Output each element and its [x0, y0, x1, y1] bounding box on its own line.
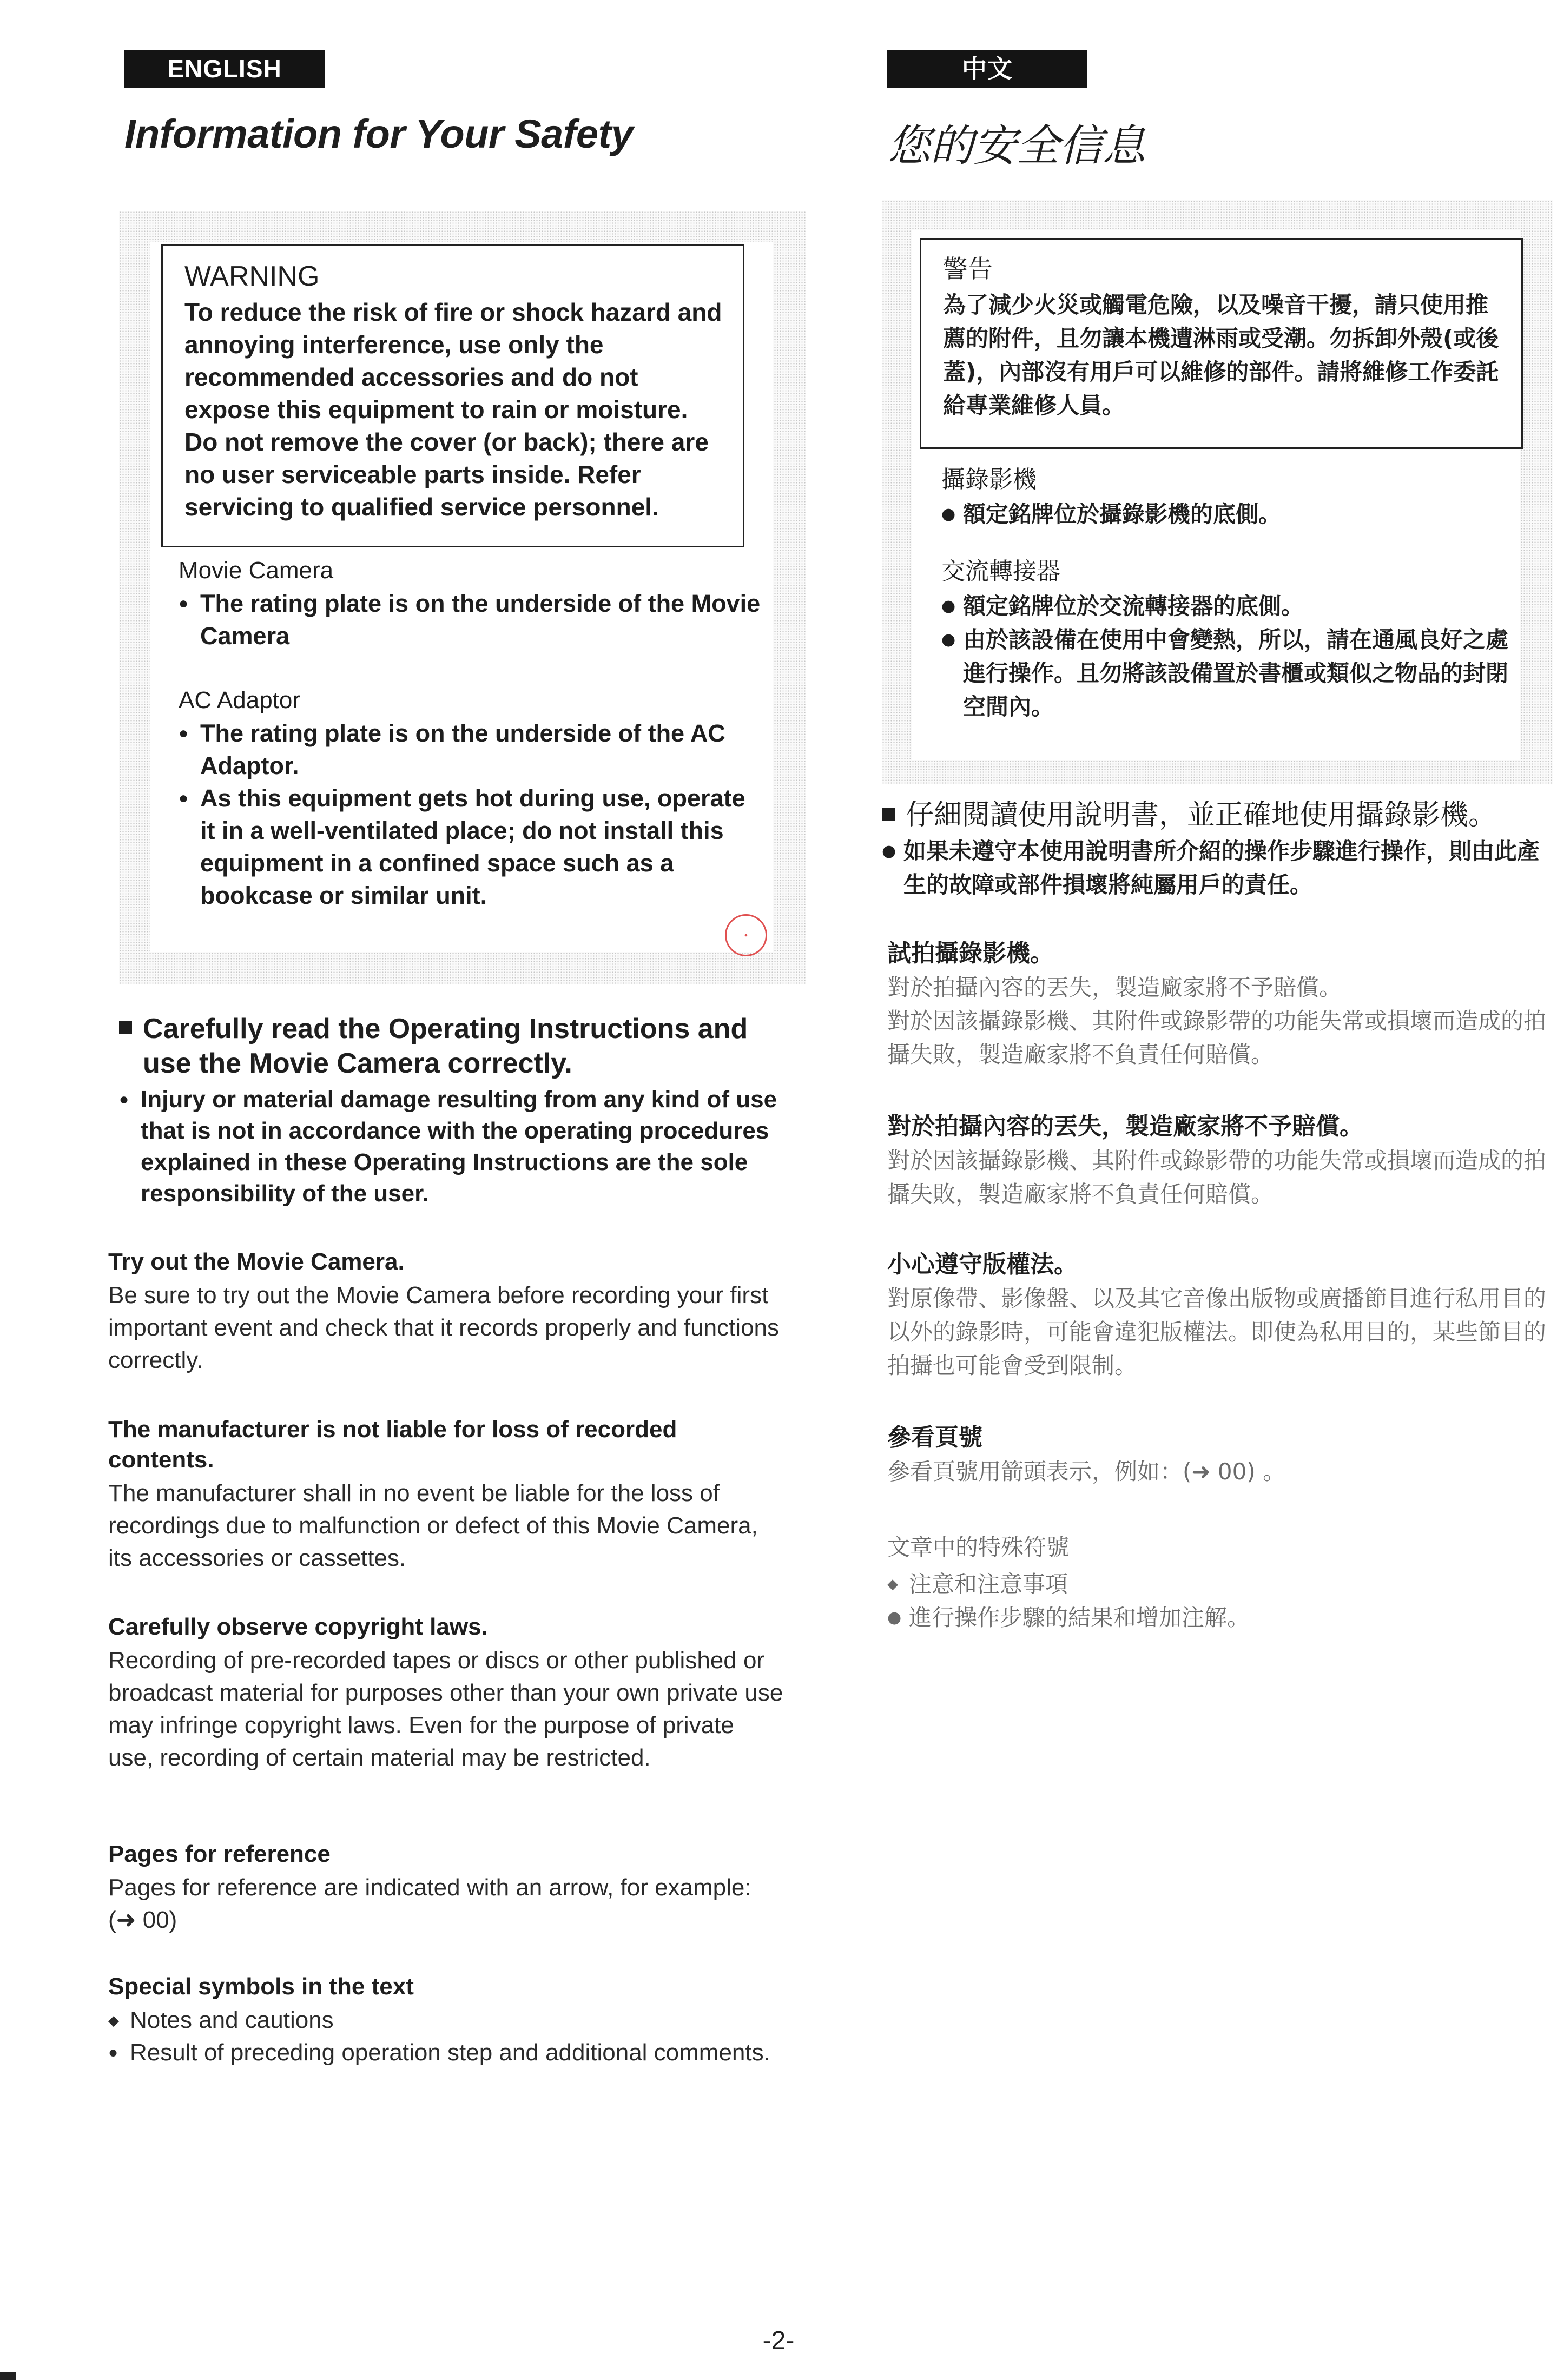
- chinese-symbols-heading: 文章中的特殊符號: [887, 1534, 1070, 1561]
- english-copyright-heading: Carefully observe copyright laws.: [108, 1614, 488, 1640]
- english-try-out-heading: Try out the Movie Camera.: [108, 1248, 405, 1275]
- chinese-pages-reference-heading: 參看頁號: [887, 1424, 982, 1451]
- chinese-liability-heading: 對於拍攝內容的丟失，製造廠家將不予賠償。: [887, 1113, 1363, 1140]
- chinese-ac-adaptor-item-1: ● 額定銘牌位於交流轉接器的底側。: [941, 590, 1515, 623]
- chinese-column: [866, 0, 1547, 2380]
- page-number: -2-: [762, 2326, 795, 2355]
- english-copyright-body: Recording of pre-recorded tapes or discs or other published or broadcast material for purposes other than your own private use may infringe copyright laws. Even for the purpose of private use, recording of certain material may be restricted.: [108, 1647, 783, 1771]
- english-liability-body: The manufacturer shall in no event be liable for the loss of recordings due to malfunction or defect of this Movie Camera, its accessories or cassettes.: [108, 1480, 758, 1571]
- english-careful-item: ● Injury or material damage resulting from any kind of use that is not in accordance with the operating procedures explained in these Operating Instructions are the sole responsibility of the user.: [119, 1084, 801, 1209]
- english-copyright-section: [108, 1612, 784, 1774]
- chinese-liability-body: 對於因該攝錄影機、其附件或錄影帶的功能失常或損壞而造成的拍攝失敗，製造廠家將不負責任何賠償。: [887, 1147, 1547, 1207]
- english-movie-camera-section: [179, 557, 763, 652]
- chinese-pages-reference-body: 參看頁號用箭頭表示，例如：(➜ 00) 。: [887, 1458, 1286, 1485]
- chinese-careful-heading: 仔細閱讀使用說明書，並正確地使用攝錄影機。: [882, 798, 1553, 832]
- english-warning-heading: WARNING: [184, 261, 320, 292]
- chinese-warning-heading: 警告: [943, 254, 993, 283]
- english-symbol-result: ● Result of preceding operation step and additional comments.: [108, 2037, 784, 2069]
- scan-corner-mark: [0, 2372, 16, 2380]
- chinese-symbol-result: ● 進行操作步驟的結果和增加注解。: [887, 1601, 1547, 1635]
- chinese-warning-box: [920, 238, 1523, 449]
- english-ac-adaptor-item-1: ● The rating plate is on the underside of the AC Adaptor.: [179, 717, 763, 782]
- chinese-copyright-section: [887, 1250, 1547, 1383]
- english-language-tab: ENGLISH: [124, 50, 325, 88]
- english-ac-adaptor-heading: AC Adaptor: [179, 687, 301, 713]
- chinese-copyright-body: 對原像帶、影像盤、以及其它音像出版物或廣播節目進行私用目的以外的錄影時，可能會違犯版權法。即使為私用目的，某些節目的拍攝也可能會受到限制。: [887, 1285, 1547, 1379]
- english-symbols-section: [108, 1972, 784, 2069]
- red-seal-stamp: ●: [725, 914, 767, 956]
- chinese-movie-camera-heading: 攝錄影機: [941, 466, 1037, 493]
- english-pages-reference-heading: Pages for reference: [108, 1841, 331, 1867]
- english-safety-panel: [119, 211, 806, 984]
- chinese-pages-reference-section: [887, 1423, 1547, 1489]
- english-page-title: Information for Your Safety: [124, 111, 634, 156]
- chinese-copyright-heading: 小心遵守版權法。: [887, 1251, 1078, 1278]
- english-ac-adaptor-item-2: ● As this equipment gets hot during use, operate it in a well-ventilated place; do not install this equipment in a confined space such as a bookcase or similar unit.: [179, 782, 763, 912]
- chinese-symbols-section: [887, 1531, 1547, 1635]
- english-pages-reference-section: [108, 1839, 784, 1936]
- chinese-movie-camera-section: [941, 460, 1515, 531]
- english-careful-heading: Carefully read the Operating Instructions and use the Movie Camera correctly.: [119, 1012, 801, 1081]
- chinese-warning-text: 為了減少火災或觸電危險，以及噪音干擾，請只使用推薦的附件，且勿讓本機遭淋雨或受潮。勿拆卸外殼(或後蓋)，內部沒有用戶可以維修的部件。請將維修工作委託給專業維修人員。: [943, 292, 1499, 419]
- english-symbol-notes: ◆ Notes and cautions: [108, 2004, 784, 2037]
- english-careful-section: [119, 1012, 801, 1209]
- english-movie-camera-item: ● The rating plate is on the underside of the Movie Camera: [179, 587, 763, 652]
- english-movie-camera-heading: Movie Camera: [179, 557, 334, 584]
- chinese-page-title: 您的安全信息: [887, 121, 1145, 171]
- chinese-ac-adaptor-section: [941, 552, 1515, 724]
- english-warning-text: To reduce the risk of fire or shock hazard and annoying interference, use only the recommended accessories and do not expose this equipment to rain or moisture. Do not remove the cover (or back); there are no user serviceable parts inside. Refer servicing to qualified service personnel.: [184, 298, 722, 521]
- english-pages-reference-body: Pages for reference are indicated with an arrow, for example: (➜ 00): [108, 1874, 751, 1933]
- chinese-symbol-notes: ◆ 注意和注意事項: [887, 1568, 1547, 1601]
- chinese-try-out-heading: 試拍攝錄影機。: [887, 940, 1054, 967]
- chinese-careful-section: [882, 798, 1553, 902]
- english-symbols-heading: Special symbols in the text: [108, 1973, 414, 2000]
- chinese-ac-adaptor-item-2: ● 由於該設備在使用中會變熱，所以，請在通風良好之處進行操作。且勿將該設備置於書櫃或類似之物品的封閉空間內。: [941, 623, 1515, 724]
- chinese-language-tab: 中文: [887, 50, 1087, 88]
- english-try-out-section: [108, 1247, 784, 1377]
- english-warning-box: [161, 244, 744, 547]
- chinese-movie-camera-item: ● 額定銘牌位於攝錄影機的底側。: [941, 498, 1515, 531]
- chinese-try-out-body: 對於拍攝內容的丟失，製造廠家將不予賠償。 對於因該攝錄影機、其附件或錄影帶的功能失常或損壞而造成的拍攝失敗，製造廠家將不負責任何賠償。: [887, 974, 1547, 1068]
- english-column: [103, 0, 784, 2380]
- chinese-ac-adaptor-heading: 交流轉接器: [941, 558, 1060, 585]
- chinese-liability-section: [887, 1112, 1547, 1211]
- english-liability-heading: The manufacturer is not liable for loss of recorded contents.: [108, 1416, 677, 1473]
- chinese-safety-panel: [882, 200, 1553, 784]
- english-try-out-body: Be sure to try out the Movie Camera before recording your first important event and check that it records properly and functions correctly.: [108, 1282, 780, 1373]
- english-liability-section: [108, 1414, 784, 1575]
- chinese-careful-item: ● 如果未遵守本使用說明書所介紹的操作步驟進行操作，則由此產生的故障或部件損壞將純屬用戶的責任。: [882, 835, 1553, 902]
- chinese-try-out-section: [887, 938, 1547, 1072]
- english-ac-adaptor-section: [179, 687, 763, 912]
